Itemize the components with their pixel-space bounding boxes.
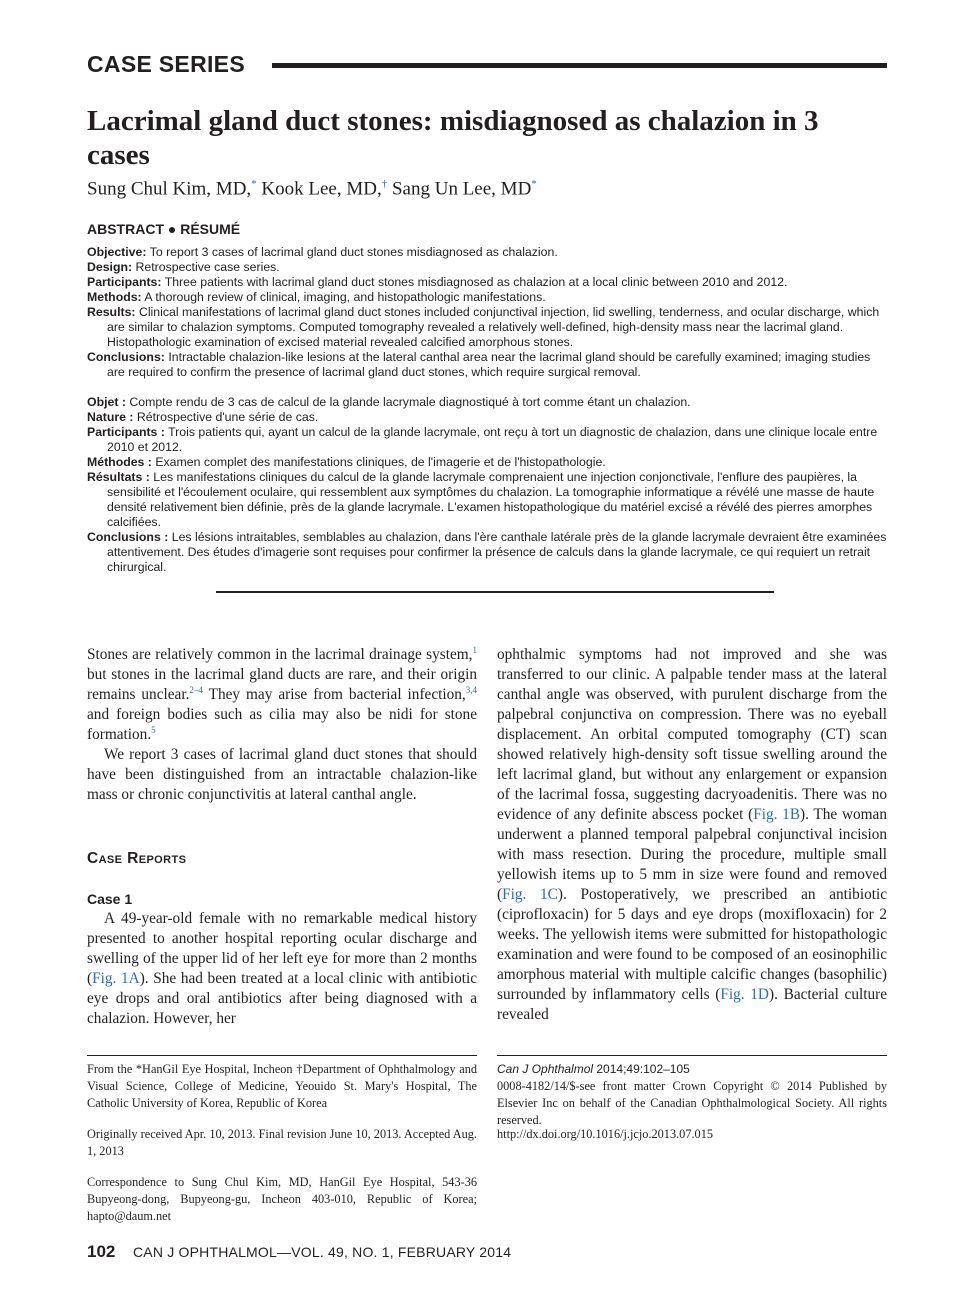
reference-link[interactable]: 2–4 [189,684,203,695]
abstract-french [87,395,887,575]
author-affiliation-mark[interactable]: * [531,178,537,190]
abstract-item [87,275,887,290]
text-run: Stones are relatively common in the lacrimal drainage system, [87,646,473,663]
running-footer: CAN J OPHTHALMOL—VOL. 49, NO. 1, FEBRUARY 2014 [133,1244,512,1260]
case-1-heading: Case 1 [87,891,133,907]
abstract-item-text: Les lésions intraitables, semblables au chalazion, dans l'ère canthale latérale près de la glande lacrymale devraient être examinées attentivement. Des études d'imagerie sont requises pour confirmer la présence de calculs dans la glande lacrymale, ce qui requiert un retrait chirurgical. [107,530,887,574]
journal-name: Can J Ophthalmol [497,1062,594,1076]
author-list [87,178,537,200]
text-run: and foreign bodies such as cilia may also be nidi for stone formation. [87,706,477,743]
abstract-item-text: Rétrospective d'une série de cas. [136,410,319,424]
article-title: Lacrimal gland duct stones: misdiagnosed as chalazion in 3 cases [87,105,819,171]
abstract-item-label: Nature : [87,410,134,424]
text-run: but stones in the lacrimal gland ducts are rare, and their origin remains unclear. [87,666,477,703]
abstract-item-label: Méthodes : [87,455,152,469]
abstract-item-text: Trois patients qui, ayant un calcul de la glande lacrymale, ont reçu à tort un diagnostic de chalazion, dans une clinique locale entre 2010 et 2012. [107,425,878,454]
abstract-item-label: Design: [87,260,133,274]
text-run: They may arise from bacterial infection, [202,686,466,703]
case-1-paragraph [87,909,477,1029]
abstract-item-text: Three patients with lacrimal gland duct stones misdiagnosed as chalazion at a local clinic between 2010 and 2012. [164,275,788,289]
abstract-item [87,470,887,530]
abstract-item-label: Participants: [87,275,162,289]
journal-volume-pages: 2014;49:102–105 [593,1062,690,1076]
abstract-item [87,410,887,425]
intro-paragraph-1 [87,645,477,745]
section-label: CASE SERIES [87,51,245,77]
case-1-continued-paragraph [497,645,887,1025]
figure-link[interactable]: Fig. 1C [502,886,558,903]
text-run: ophthalmic symptoms had not improved and she was transferred to our clinic. A palpable tender mass at the lateral canthal angle was observed, with purulent discharge from the palpebral conjunctiva on compression. There was no eyeball displacement. An orbital computed tomography (CT) scan showed relatively high-density soft tissue swelling around the left lacrimal gland, but without any enlargement or expansion of the lacrimal fossa, suggesting dacryoadenitis. There was no evidence of any definite abscess pocket ( [497,646,887,823]
abstract-item-label: Résultats : [87,470,150,484]
abstract-item-text: Examen complet des manifestations cliniques, de l'imagerie et de l'histopathologie. [155,455,606,469]
text-run: A 49-year-old female with no remarkable medical history presented to another hospital reporting ocular discharge and swelling of the upper lid of her left eye for more than 2 months ( [87,910,477,987]
abstract-item [87,350,887,380]
abstract-item-label: Results: [87,305,136,319]
abstract-divider [216,591,774,593]
figure-link[interactable]: Fig. 1D [720,986,769,1003]
abstract-item [87,305,887,350]
abstract-item-text: Compte rendu de 3 cas de calcul de la glande lacrymale diagnostiqué à tort comme étant un chalazion. [129,395,691,409]
footnote-rule-left [87,1055,477,1056]
reference-link[interactable]: 5 [151,724,156,735]
text-run: ). The woman underwent a planned temporal palpebral conjunctival incision with mass resection. During the procedure, multiple small yellowish items up to 5 mm in size were found and removed ( [497,806,887,903]
abstract-english [87,245,887,380]
abstract-item-text: A thorough review of clinical, imaging, and histopathologic manifestations. [144,290,546,304]
abstract-item-label: Conclusions: [87,350,165,364]
journal-citation [497,1061,887,1078]
received-dates-note: Originally received Apr. 10, 2013. Final revision June 10, 2013. Accepted Aug. 1, 2013 [87,1127,477,1158]
abstract-item-text: Clinical manifestations of lacrimal gland duct stones included conjunctival injection, lid swelling, tenderness, and ocular discharge, which are similar to chalazion symptoms. Computed tomography revealed a relatively well-defined, high-density mass near the lacrimal gland. Histopathologic examination of excised material revealed calcified amorphous stones. [107,305,880,349]
abstract-item-label: Objet : [87,395,126,409]
case-reports-heading: Case Reports [87,850,187,867]
abstract-item-text: Retrospective case series. [135,260,280,274]
reference-link[interactable]: 1 [472,644,477,655]
body-left-column [87,645,477,1029]
correspondence-note: Correspondence to Sung Chul Kim, MD, HanGil Eye Hospital, 543-36 Bupyeong-dong, Bupyeong-gu, Incheon 403-010, Republic of Korea; hapto@daum.net [87,1175,477,1223]
figure-link[interactable]: Fig. 1A [92,970,140,987]
author-name: Sang Un Lee, MD [391,178,532,200]
abstract-heading: ABSTRACT ● RÉSUMÉ [87,221,241,237]
text-run: ). Bacterial culture revealed [497,986,887,1023]
body-right-column [497,645,887,1025]
abstract-item [87,530,887,575]
abstract-item [87,290,887,305]
abstract-item-label: Methods: [87,290,142,304]
text-run: ). Postoperatively, we prescribed an antibiotic (ciprofloxacin) for 5 days and eye drops (moxifloxacin) for 2 weeks. The yellowish items were submitted for histopathologic examination and were found to be composed of an eosinophilic amorphous material with multiple calcific changes (basophilic) surrounded by inflammatory cells ( [497,886,888,1003]
text-run: ). She had been treated at a local clinic with antibiotic eye drops and oral antibiotics after being diagnosed with a chalazion. However, her [87,970,478,1027]
page-number: 102 [87,1242,116,1261]
abstract-item [87,260,887,275]
abstract-item [87,245,887,260]
affiliation-note: From the *HanGil Eye Hospital, Incheon †Department of Ophthalmology and Visual Science, College of Medicine, Yeouido St. Mary's Hospital, The Catholic University of Korea, Republic of Korea [87,1062,477,1110]
footnote-rule-right [497,1055,887,1056]
abstract-item-label: Participants : [87,425,165,439]
abstract-item-text: Intractable chalazion-like lesions at the lateral canthal area near the lacrimal gland should be carefully examined; imaging studies are required to confirm the presence of lacrimal gland duct stones, which require surgical removal. [107,350,871,379]
abstract-item-text: To report 3 cases of lacrimal gland duct stones misdiagnosed as chalazion. [149,245,558,259]
abstract-item [87,455,887,470]
author-name: Sung Chul Kim, MD, [87,178,252,200]
abstract-item [87,395,887,410]
abstract-item-label: Objective: [87,245,147,259]
copyright-note: 0008-4182/14/$-see front matter Crown Copyright © 2014 Published by Elsevier Inc on behalf of the Canadian Ophthalmological Society. All rights reserved. [497,1079,887,1127]
abstract-item-text: Les manifestations cliniques du calcul de la glande lacrymale comprenaient une injection conjonctivale, l'enflure des paupières, la sensibilité et l'écoulement oculaire, qui ressemblent aux symptômes du chalazion. La tomographie informatique a révélé une masse de haute densité relativement bien définie, près de la glande lacrymale. L'examen histopathologique du matériel excisé a révélé des pierres amorphes calcifiées. [107,470,875,529]
doi-link[interactable]: http://dx.doi.org/10.1016/j.jcjo.2013.07.015 [497,1127,713,1141]
abstract-item-label: Conclusions : [87,530,169,544]
figure-link[interactable]: Fig. 1B [753,806,801,823]
author-affiliation-mark[interactable]: * [251,178,257,190]
abstract-item [87,425,887,455]
author-name: Kook Lee, MD, [261,178,382,200]
intro-paragraph-2: We report 3 cases of lacrimal gland duct stones that should have been distinguished from an intractable chalazion-like mass or chronic conjunctivitis at lateral canthal angle. [87,746,477,803]
author-affiliation-mark[interactable]: † [381,178,388,190]
header-rule [272,63,887,68]
reference-link[interactable]: 3,4 [465,684,477,695]
